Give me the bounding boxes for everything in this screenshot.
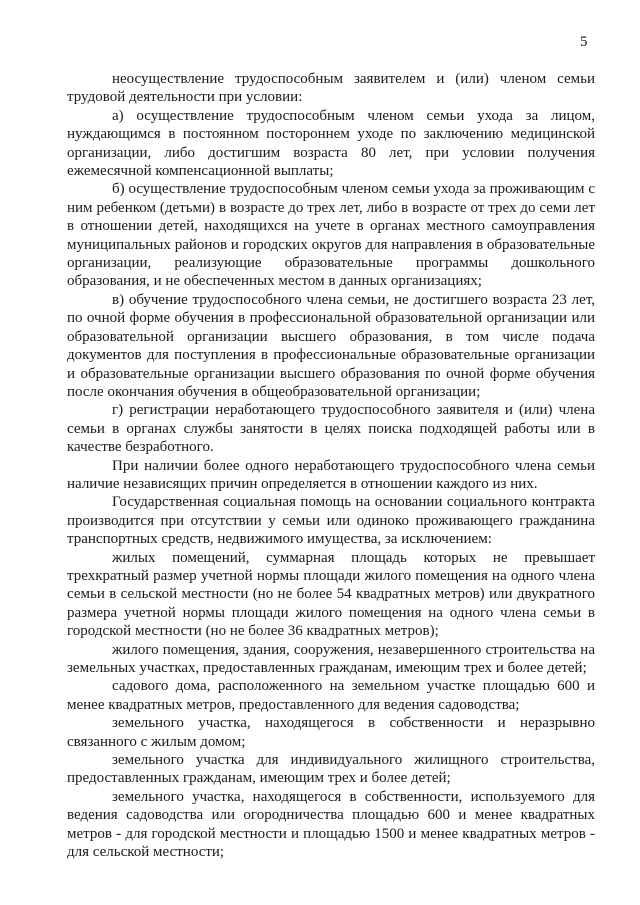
paragraph-garden-land: земельного участка, находящегося в собственности, используемого для ведения садоводства или огородничества площадью 600 и менее квадратных метров - для городской местности и площадью 1500 и менее квадратных метров - для сельской местности;: [67, 788, 595, 861]
paragraph-large-family-buildings: жилого помещения, здания, сооружения, незавершенного строительства на земельных участках, предоставленных гражданам, имеющим трех и более детей;: [67, 641, 595, 676]
paragraph-property-exceptions: Государственная социальная помощь на основании социального контракта производится при отсутствии у семьи или одиноко проживающего гражданина транспортных средств, недвижимого имущества, за исключением:: [67, 494, 595, 548]
document-body: [67, 70, 595, 861]
paragraph-item-g: г) регистрации неработающего трудоспособного заявителя и (или) члена семьи в органах службы занятости в целях поиска подходящей работы или в качестве безработного.: [67, 402, 595, 456]
paragraph-item-v: в) обучение трудоспособного члена семьи, не достигшего возраста 23 лет, по очной форме обучения в профессиональной образовательной организации или образовательной организации высшего образования, в том числе подача документов для поступления в профессиональные образовательные организации и образовательные организации высшего образования по очной форме обучения после окончания обучения в общеобразовательной организации;: [67, 291, 595, 400]
paragraph-residential-premises: жилых помещений, суммарная площадь которых не превышает трехкратный размер учетной нормы площади жилого помещения на одного члена семьи в сельской местности (но не более 54 квадратных метров) или двукратного размера учетной нормы площади жилого помещения на одного члена семьи в городской местности (но не более 36 квадратных метров);: [67, 549, 595, 640]
paragraph-multiple-members: При наличии более одного неработающего трудоспособного члена семьи наличие независящих причин определяется в отношении каждого из них.: [67, 457, 595, 492]
paragraph-land-with-house: земельного участка, находящегося в собственности и неразрывно связанного с жилым домом;: [67, 715, 595, 750]
page-number: 5: [580, 34, 588, 50]
paragraph-item-a: а) осуществление трудоспособным членом семьи ухода за лицом, нуждающимся в постоянном постороннем уходе по заключению медицинской организации, либо достигшим возраста 80 лет, при условии получения ежемесячной компенсационной выплаты;: [67, 107, 595, 180]
paragraph-housing-construction-land: земельного участка для индивидуального жилищного строительства, предоставленных гражданам, имеющим трех и более детей;: [67, 752, 595, 787]
paragraph-item-b: б) осуществление трудоспособным членом семьи ухода за проживающим с ним ребенком (детьми) в возрасте до трех лет, либо в возрасте от трех до семи лет в отношении детей, находящихся на учете в органах местного самоуправления муниципальных районов и городских округов для направления в образовательные организации, реализующие образовательные программы дошкольного образования, и не обеспеченных местом в данных организациях;: [67, 181, 595, 290]
paragraph-garden-house: садового дома, расположенного на земельном участке площадью 600 и менее квадратных метров, предоставленного для ведения садоводства;: [67, 678, 595, 713]
paragraph-intro-condition: неосуществление трудоспособным заявителем и (или) членом семьи трудовой деятельности при условии:: [67, 71, 595, 106]
